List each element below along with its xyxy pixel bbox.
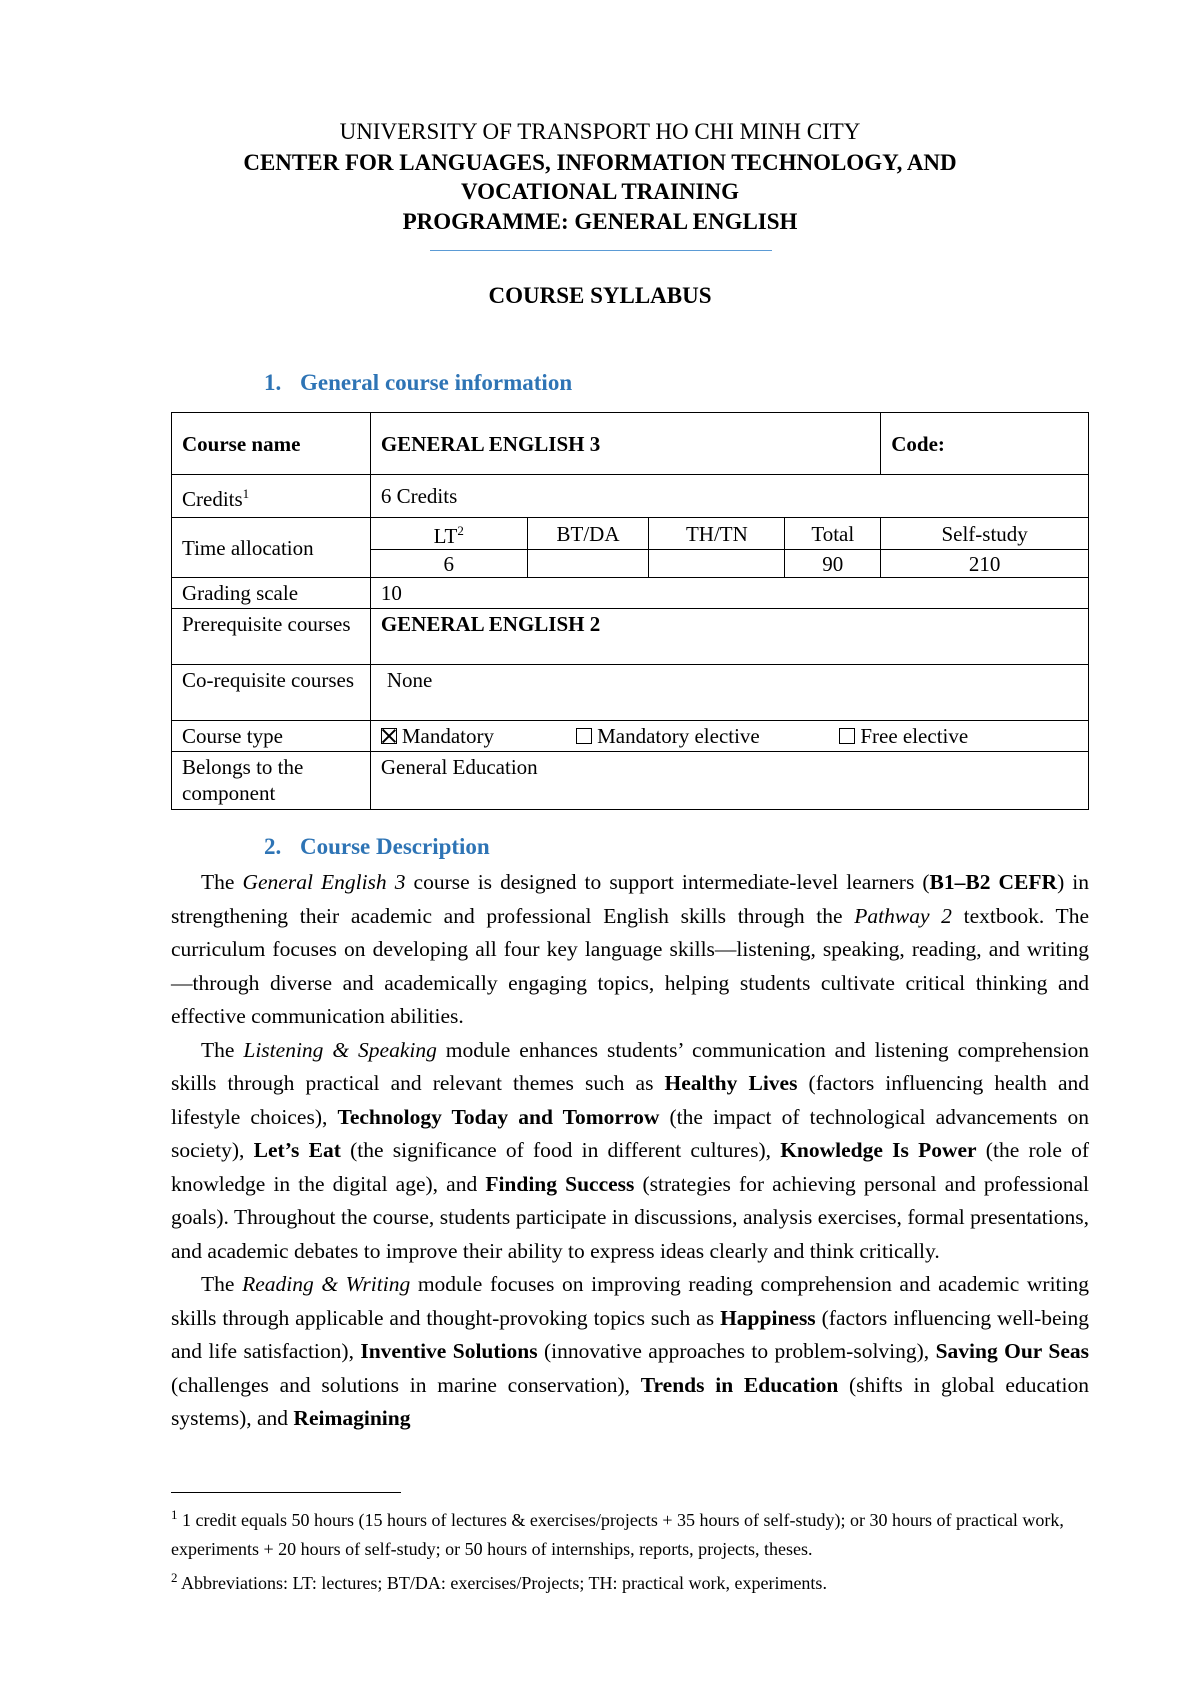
text-run: General English 3	[242, 870, 406, 894]
text-run: Technology Today and Tomorrow	[337, 1104, 660, 1129]
time-header-self-study: Self-study	[881, 518, 1089, 550]
text-run: (factors influencing well-being and life satisfaction),	[171, 1305, 1090, 1363]
course-name-value: GENERAL ENGLISH 3	[370, 413, 880, 475]
description-paragraph-3	[171, 1268, 1089, 1436]
time-header-th-tn: TH/TN	[649, 518, 785, 550]
course-description	[171, 866, 1089, 1436]
center-name-line2: VOCATIONAL TRAINING	[461, 179, 739, 204]
component-value: General Education	[370, 752, 1088, 810]
option-mandatory-elective-label: Mandatory elective	[597, 724, 760, 748]
university-name: UNIVERSITY OF TRANSPORT HO CHI MINH CITY	[339, 119, 861, 144]
time-header-total: Total	[785, 518, 881, 550]
text-run: Inventive Solutions	[360, 1339, 538, 1363]
component-label: Belongs to the component	[172, 752, 371, 810]
text-run: course is designed to support intermediate-level learners (	[405, 870, 930, 894]
document-title: COURSE SYLLABUS	[488, 283, 712, 308]
table-row	[172, 721, 1089, 752]
lt-footnote-ref: 2	[457, 523, 464, 538]
center-name-line1: CENTER FOR LANGUAGES, INFORMATION TECHNOLOGY, AND	[243, 150, 957, 175]
time-value-th-tn	[649, 550, 785, 578]
time-value-self-study: 210	[881, 550, 1089, 578]
prerequisite-label: Prerequisite courses	[172, 609, 371, 665]
unchecked-box-icon	[576, 728, 592, 744]
text-run: (innovative approaches to problem-solving),	[537, 1339, 936, 1363]
text-run: Let’s Eat	[253, 1138, 341, 1162]
footnote-2-mark: 2	[171, 1570, 178, 1585]
credits-footnote-ref: 1	[242, 485, 250, 501]
text-run: (shifts in global education systems), and	[171, 1372, 1090, 1430]
corequisite-value: None	[370, 665, 1088, 721]
course-info-table	[171, 412, 1089, 810]
prerequisite-value: GENERAL ENGLISH 2	[370, 609, 1088, 665]
text-run: (challenges and solutions in marine conservation),	[171, 1372, 641, 1397]
option-mandatory[interactable]	[381, 723, 571, 749]
text-run: Reading & Writing	[242, 1272, 411, 1296]
text-run: module focuses on improving reading comprehension and academic writing skills through applicable and thought-provoking topics such as	[171, 1272, 1089, 1330]
option-free-elective-label: Free elective	[860, 724, 969, 748]
section-1-number: 1.	[264, 370, 282, 395]
text-run: The	[201, 1037, 244, 1062]
option-mandatory-elective[interactable]	[576, 723, 834, 749]
footnote-1-text: 1 credit equals 50 hours (15 hours of lectures & exercises/projects + 35 hours of self-study); or 30 hours of practical work, experiments + 20 hours of self-study; or 50 hours of internships, reports, projects, theses.	[171, 1510, 1064, 1559]
text-run: textbook. The curriculum focuses on developing all four key language skills—listening, speaking, reading, and writing—through diverse and academically engaging topics, helping students cultivate critical thinking and effective communication abilities.	[171, 903, 1089, 1028]
text-run: Pathway 2	[854, 903, 952, 928]
text-run: (strategies for achieving personal and professional goals). Throughout the course, students participate in discussions, analysis exercises, formal presentations, and academic debates to improve their ability to express ideas clearly and think critically.	[171, 1171, 1089, 1263]
footnote-2-text: Abbreviations: LT: lectures; BT/DA: exercises/Projects; TH: practical work, experiments.	[177, 1573, 827, 1593]
time-header-bt-da: BT/DA	[527, 518, 649, 550]
footnote-1-mark: 1	[171, 1507, 178, 1522]
text-run: (the significance of food in different cultures),	[340, 1138, 781, 1162]
text-run: Listening & Speaking	[243, 1037, 437, 1062]
text-run: module enhances students’ communication and listening comprehension skills through practical and relevant themes such as	[171, 1037, 1089, 1095]
text-run: (factors influencing health and lifestyle choices),	[171, 1071, 1089, 1129]
credits-value: 6 Credits	[370, 475, 1088, 518]
footnote-2	[171, 1563, 1089, 1598]
time-header-lt-text: LT	[433, 524, 458, 548]
section-1-title: General course information	[300, 370, 573, 395]
section-1-heading	[264, 370, 572, 396]
section-2-number: 2.	[264, 834, 282, 859]
section-2-heading	[264, 834, 490, 860]
table-row	[172, 518, 1089, 550]
grading-scale-value: 10	[370, 578, 1088, 609]
text-run: Trends in Education	[640, 1372, 839, 1397]
table-row	[172, 475, 1089, 518]
text-run: Reimagining	[293, 1406, 411, 1430]
time-header-lt	[370, 518, 527, 550]
course-type-label: Course type	[172, 721, 371, 752]
table-row	[172, 665, 1089, 721]
footnote-divider	[171, 1492, 401, 1493]
text-run: Knowledge Is Power	[780, 1138, 977, 1162]
text-run: Happiness	[720, 1305, 816, 1330]
option-mandatory-label: Mandatory	[401, 724, 494, 748]
table-row	[172, 413, 1089, 475]
text-run: The	[201, 1272, 243, 1296]
text-run: B1–B2 CEFR	[929, 870, 1058, 894]
description-paragraph-2	[171, 1034, 1089, 1269]
header-divider	[430, 250, 772, 251]
text-run: (the impact of technological advancements on society),	[171, 1104, 1089, 1162]
text-run: Finding Success	[485, 1171, 635, 1196]
checked-box-icon	[381, 728, 397, 744]
time-value-lt: 6	[370, 550, 527, 578]
text-run: Saving Our Seas	[935, 1339, 1089, 1363]
course-name-label: Course name	[172, 413, 371, 475]
time-allocation-label: Time allocation	[172, 518, 371, 578]
text-run: Healthy Lives	[664, 1071, 798, 1095]
code-label: Code:	[881, 413, 1089, 475]
unchecked-box-icon	[839, 728, 855, 744]
section-2-title: Course Description	[300, 834, 490, 859]
footnote-1	[171, 1500, 1089, 1564]
credits-label-cell	[172, 475, 371, 518]
course-type-options	[370, 721, 1088, 752]
time-value-total: 90	[785, 550, 881, 578]
option-free-elective[interactable]	[839, 723, 968, 749]
table-row	[172, 752, 1089, 810]
credits-label: Credits	[182, 486, 243, 511]
grading-scale-label: Grading scale	[172, 578, 371, 609]
time-value-bt-da	[527, 550, 649, 578]
table-row	[172, 578, 1089, 609]
table-row	[172, 609, 1089, 665]
text-run: The	[201, 870, 243, 894]
description-paragraph-1	[171, 866, 1089, 1034]
text-run: (the role of knowledge in the digital age), and	[171, 1138, 1090, 1196]
corequisite-label: Co-requisite courses	[172, 665, 371, 721]
programme-name: PROGRAMME: GENERAL ENGLISH	[402, 209, 798, 234]
text-run: ) in strengthening their academic and professional English skills through the	[171, 870, 1089, 928]
